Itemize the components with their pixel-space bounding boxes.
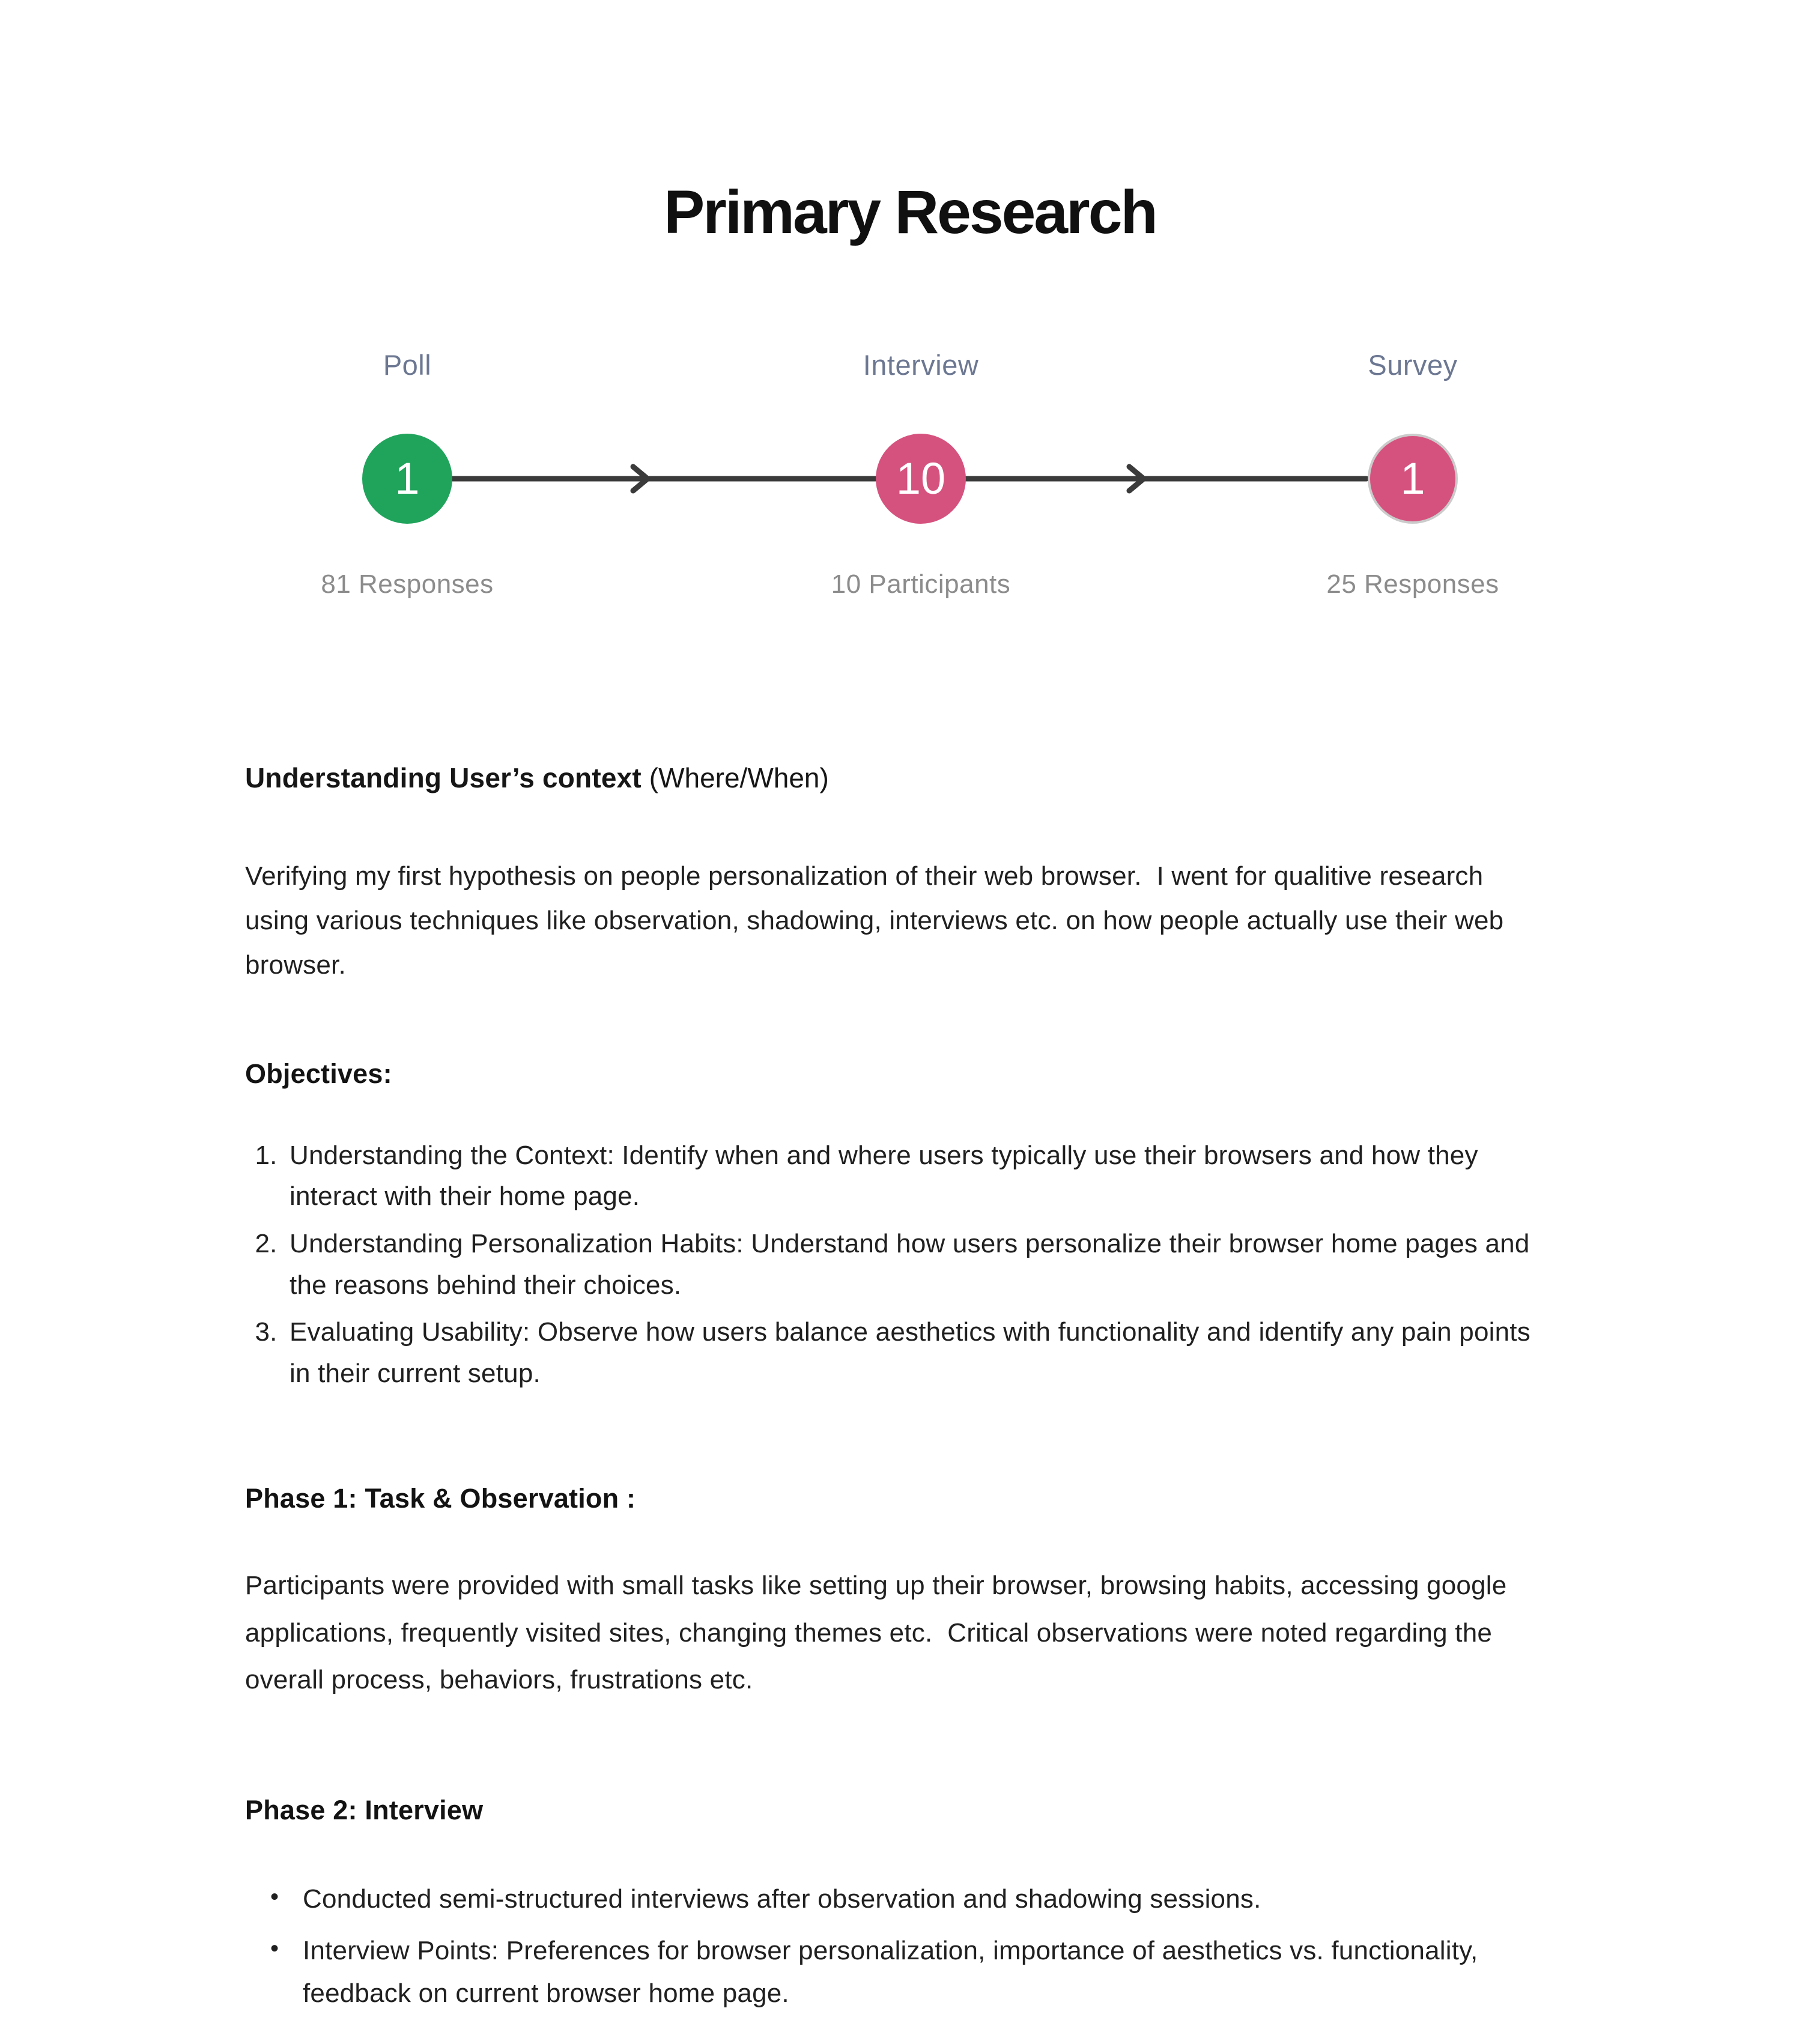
context-heading-paren: (Where/When) [641,762,829,793]
phase2-bullet-list [245,1878,1536,2015]
step-interview [741,330,1101,619]
objectives-heading: Objectives: [245,1058,392,1089]
step-circle-survey [1368,434,1458,524]
step-value-interview: 10 [896,453,946,503]
objective-item-2: 2. Understanding Personalization Habits: Understand how users personalize their browser home pages and the reasons behind their choices. [285,1224,1536,1306]
step-circle-poll [362,434,452,524]
objectives-list [245,1135,1536,1395]
step-label-interview: Interview [863,349,979,381]
research-process-diagram [0,330,1820,619]
phase1-heading: Phase 1: Task & Observation : [245,1483,636,1514]
phase2-bullet-1: • Conducted semi-structured interviews after observation and shadowing sessions. [270,1878,1536,1920]
step-sublabel-poll: 81 Responses [321,569,494,599]
step-value-survey: 1 [1400,453,1425,503]
phase2-bullet-2: • Interview Points: Preferences for browser personalization, importance of aesthetics vs. functionality, feedback on current browser home page. [270,1929,1536,2015]
step-sublabel-interview: 10 Participants [831,569,1011,599]
step-circle-interview [876,434,966,524]
step-survey [1233,330,1593,619]
step-value-poll: 1 [395,453,420,503]
step-sublabel-survey: 25 Responses [1326,569,1499,599]
document-body [245,762,1536,2023]
phase1-paragraph: Participants were provided with small tasks like setting up their browser, browsing habits, accessing google applications, frequently visited sites, changing themes etc. Critical observations were noted regarding the overall process, behaviors, frustrations etc. [245,1571,1514,1695]
intro-paragraph: Verifying my first hypothesis on people personalization of their web browser. I went for qualitive research using various techniques like observation, shadowing, interviews etc. on how people actually use their web browser. [245,861,1511,980]
objective-item-3: 3. Evaluating Usability: Observe how users balance aesthetics with functionality and identify any pain points in their current setup. [285,1312,1536,1394]
step-label-survey: Survey [1368,349,1458,381]
objective-item-1: 1. Understanding the Context: Identify when and where users typically use their browsers and how they interact with their home page. [285,1135,1536,1218]
page-title: Primary Research [664,178,1156,246]
step-poll [227,330,587,619]
context-heading-main: Understanding User’s context [245,762,642,793]
phase2-heading: Phase 2: Interview [245,1795,484,1826]
context-section-heading [245,762,1536,794]
step-label-poll: Poll [383,349,432,381]
